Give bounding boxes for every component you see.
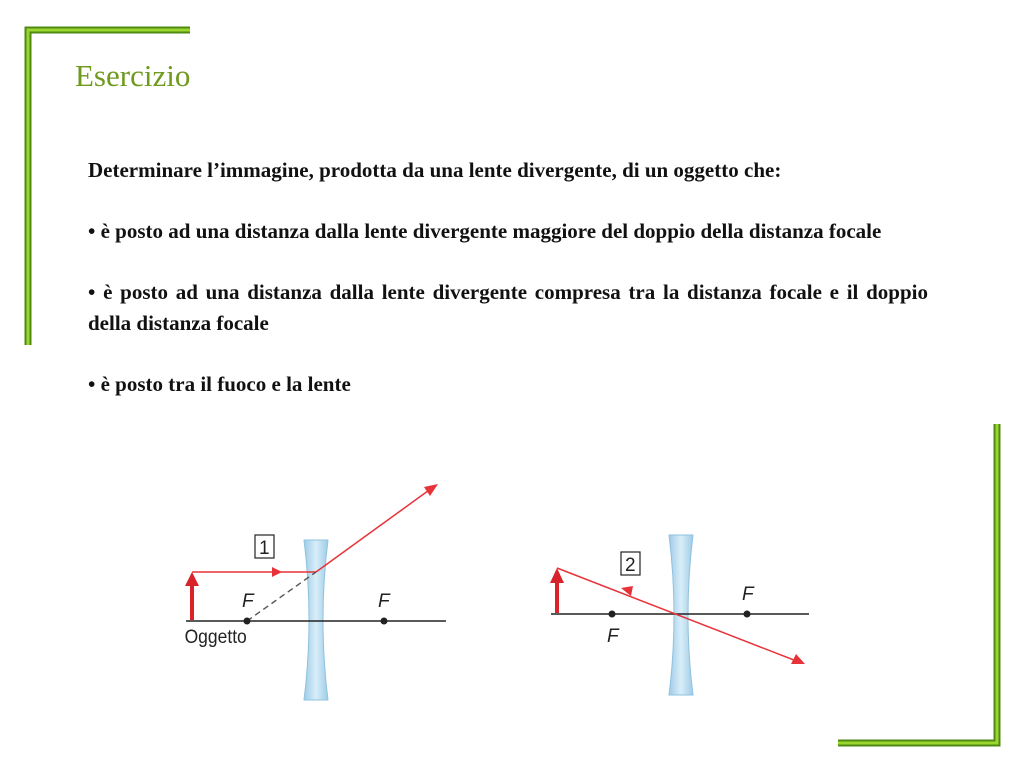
focus-label-left: F [607, 626, 619, 647]
object-label: Oggetto [184, 625, 247, 648]
exercise-text [88, 155, 928, 400]
focus-label-right: F [378, 591, 390, 612]
slide-title: Esercizio [75, 58, 191, 93]
intro-paragraph: Determinare l’immagine, prodotta da una lente divergente, di un oggetto che: [88, 158, 782, 182]
focus-label-right: F [742, 584, 754, 605]
bullet-1: • è posto ad una distanza dalla lente divergente maggiore del doppio della distanza focale [88, 219, 882, 243]
refracted-ray [316, 488, 432, 572]
focus-label-left: F [242, 591, 254, 612]
figure-number: 1 [259, 538, 270, 559]
virtual-ray-extension [247, 572, 316, 621]
bottom-right-bracket [830, 418, 1010, 752]
figure-2-diverging-lens-diagram [545, 530, 820, 700]
bullet-2: • è posto ad una distanza dalla lente divergente compresa tra la distanza focale e il doppio della distanza focale [88, 280, 928, 335]
diverging-lens [669, 535, 693, 695]
figure-1-diverging-lens-diagram [180, 480, 455, 705]
focus-point-right [744, 611, 751, 618]
diverging-lens [304, 540, 328, 700]
focus-point-left [244, 618, 251, 625]
focus-point-left [609, 611, 616, 618]
bullet-3: • è posto tra il fuoco e la lente [88, 372, 351, 396]
focus-point-right [381, 618, 388, 625]
figure-number: 2 [625, 555, 636, 576]
